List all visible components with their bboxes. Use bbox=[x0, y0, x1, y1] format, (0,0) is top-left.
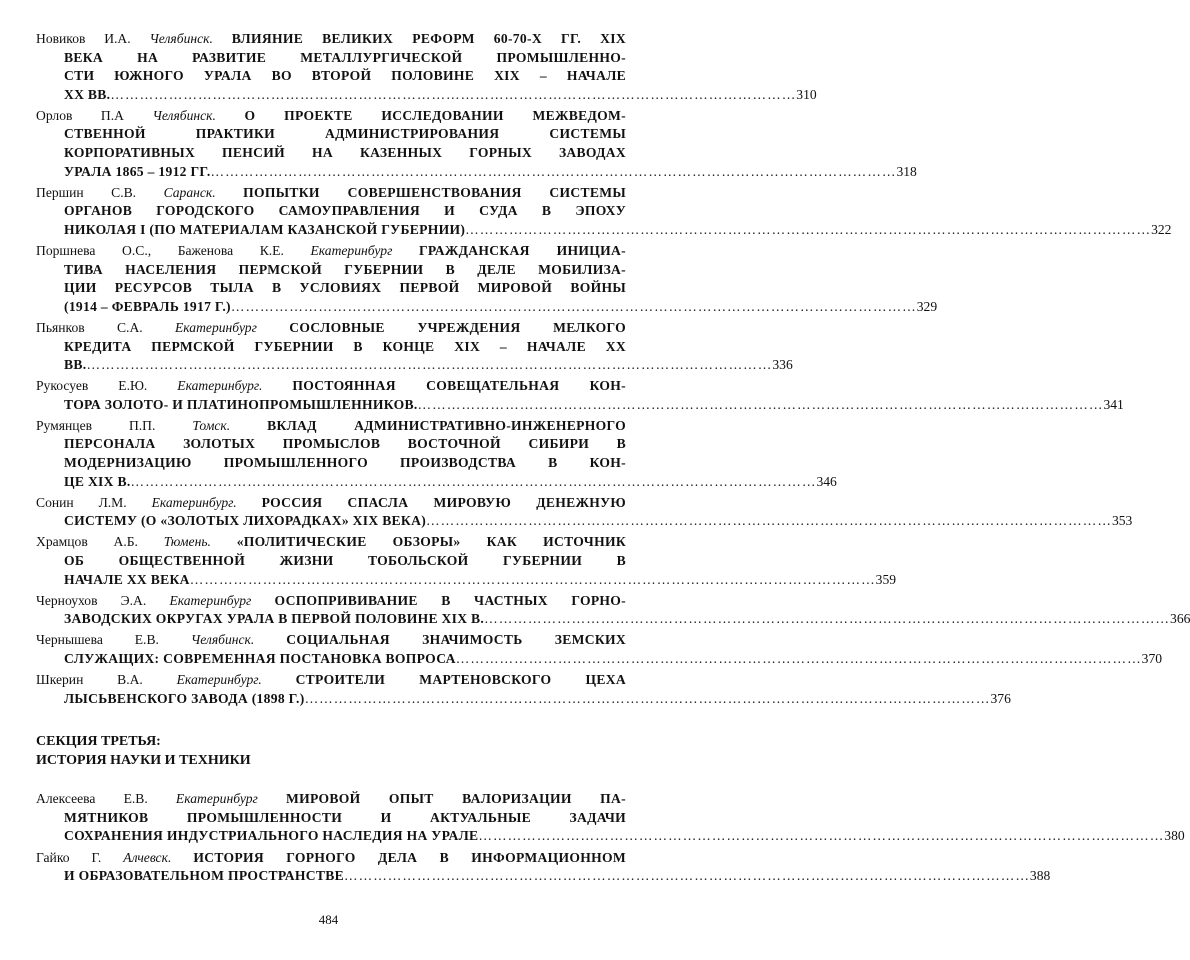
toc-entry-last-line bbox=[36, 512, 1133, 531]
toc-entry-last-line bbox=[36, 571, 897, 590]
entry-page-number: 329 bbox=[916, 298, 938, 314]
entry-author: Чернышева Е.В. bbox=[36, 632, 159, 648]
entry-title: КРЕДИТА ПЕРМСКОЙ ГУБЕРНИИ В КОНЦЕ XIX – НАЧАЛЕ XX bbox=[64, 338, 626, 354]
toc-entry-last-line bbox=[36, 473, 837, 492]
entry-title: ОСПОПРИВИВАНИЕ В ЧАСТНЫХ ГОРНО- bbox=[274, 592, 627, 608]
entry-title: (1914 – ФЕВРАЛЬ 1917 Г.) bbox=[64, 298, 231, 314]
toc-entry bbox=[36, 107, 917, 181]
entry-title: ВВ. bbox=[64, 357, 87, 373]
entry-author: Шкерин В.А. bbox=[36, 672, 143, 688]
entry-title: СИСТЕМУ (О «ЗОЛОТЫХ ЛИХОРАДКАХ» XIX ВЕКА) bbox=[64, 513, 427, 529]
toc-entry bbox=[36, 592, 1190, 629]
toc-entry-last-line bbox=[36, 610, 1190, 629]
entry-author: Гайко Г. bbox=[36, 849, 102, 865]
entry-city: Челябинск. bbox=[190, 632, 255, 648]
entry-title: О ПРОЕКТЕ ИССЛЕДОВАНИИ МЕЖВЕДОМ- bbox=[244, 107, 626, 123]
entry-title: ТИВА НАСЕЛЕНИЯ ПЕРМСКОЙ ГУБЕРНИИ В ДЕЛЕ МОБИЛИЗА- bbox=[64, 261, 626, 277]
entry-page-number: 370 bbox=[1141, 651, 1163, 666]
entry-page-number: 341 bbox=[1103, 396, 1124, 412]
entry-title: ЦЕ XIX В. bbox=[64, 473, 131, 489]
entry-author: Поршнева О.С., Баженова К.Е. bbox=[36, 243, 284, 259]
table-of-contents bbox=[36, 30, 1190, 886]
entry-city: Алчевск. bbox=[123, 849, 172, 865]
entry-page-number: 388 bbox=[1029, 868, 1051, 884]
toc-entry-last-line bbox=[36, 86, 817, 105]
section-number: СЕКЦИЯ ТРЕТЬЯ: bbox=[36, 734, 161, 750]
toc-entry bbox=[36, 417, 837, 491]
entry-title: ПОСТОЯННАЯ СОВЕЩАТЕЛЬНАЯ КОН- bbox=[292, 378, 626, 394]
toc-entry-last-line bbox=[36, 396, 1124, 415]
entry-title: СТРОИТЕЛИ МАРТЕНОВСКОГО ЦЕХА bbox=[295, 672, 626, 688]
entry-city: Екатеринбург. bbox=[176, 672, 262, 688]
leader-dots: …………………………………………………………………………………………………………………………… bbox=[484, 611, 1171, 627]
leader-dots: …………………………………………………………………………………………………………………………… bbox=[86, 357, 773, 373]
entry-city: Саранск. bbox=[163, 184, 216, 200]
toc-entry-line bbox=[36, 242, 626, 261]
entry-title: ВЛИЯНИЕ ВЕЛИКИХ РЕФОРМ 60-70-Х ГГ. XIX bbox=[231, 31, 626, 46]
entry-title: МИРОВОЙ ОПЫТ ВАЛОРИЗАЦИИ ПА- bbox=[285, 791, 626, 807]
entry-city: Екатеринбург bbox=[169, 592, 252, 608]
entry-page-number: 376 bbox=[990, 690, 1011, 706]
entry-author: Рукосуев Е.Ю. bbox=[36, 378, 148, 394]
toc-entry bbox=[36, 790, 1185, 846]
entry-title: XX ВВ. bbox=[64, 86, 111, 102]
entry-page-number: 380 bbox=[1164, 828, 1185, 844]
toc-entry bbox=[36, 533, 897, 589]
entry-title: ТОРА ЗОЛОТО- И ПЛАТИНОПРОМЫШЛЕННИКОВ. bbox=[64, 396, 418, 412]
toc-entry bbox=[36, 849, 1051, 886]
entry-title: ОРГАНОВ ГОРОДСКОГО САМОУПРАВЛЕНИЯ И СУДА В ЭПОХУ bbox=[64, 203, 626, 219]
toc-entry-last-line bbox=[36, 221, 1172, 240]
toc-entry-line bbox=[36, 533, 626, 552]
leader-dots: …………………………………………………………………………………………………………………………… bbox=[417, 396, 1104, 412]
toc-entry-last-line bbox=[36, 356, 793, 375]
toc-entry-last-line bbox=[36, 650, 1163, 669]
entry-title: НАЧАЛЕ XX ВЕКА bbox=[64, 571, 190, 587]
entry-title: ГРАЖДАНСКАЯ ИНИЦИА- bbox=[418, 243, 626, 259]
leader-dots: …………………………………………………………………………………………………………………………… bbox=[478, 828, 1165, 844]
entry-title: ПОПЫТКИ СОВЕРШЕНСТВОВАНИЯ СИСТЕМЫ bbox=[243, 184, 626, 200]
entry-title: ПЕРСОНАЛА ЗОЛОТЫХ ПРОМЫСЛОВ ВОСТОЧНОЙ СИБИРИ В bbox=[64, 436, 626, 452]
leader-dots: …………………………………………………………………………………………………………………………… bbox=[426, 513, 1112, 529]
toc-entry-line bbox=[36, 790, 626, 809]
toc-entry-line bbox=[36, 377, 626, 396]
entry-title: ЗАВОДСКИХ ОКРУГАХ УРАЛА В ПЕРВОЙ ПОЛОВИНЕ XIX В. bbox=[64, 611, 485, 627]
toc-entry-last-line bbox=[36, 827, 1185, 846]
toc-entry-last-line bbox=[36, 867, 1051, 886]
leader-dots: …………………………………………………………………………………………………………………………… bbox=[110, 86, 797, 102]
toc-entry-line bbox=[36, 494, 626, 513]
leader-dots: …………………………………………………………………………………………………………………………… bbox=[210, 163, 897, 179]
toc-entry bbox=[36, 319, 793, 375]
toc-entry-last-line bbox=[36, 298, 938, 317]
entry-city: Екатеринбург. bbox=[151, 494, 237, 510]
toc-entry-line bbox=[36, 631, 626, 650]
entry-title: ИСТОРИЯ ГОРНОГО ДЕЛА В ИНФОРМАЦИОННОМ bbox=[193, 849, 626, 865]
toc-entry-line bbox=[36, 671, 626, 690]
toc-entry-line bbox=[36, 319, 626, 338]
entry-author: Сонин Л.М. bbox=[36, 494, 127, 510]
entry-title: КОРПОРАТИВНЫХ ПЕНСИЙ НА КАЗЕННЫХ ГОРНЫХ ЗАВОДАХ bbox=[64, 145, 626, 161]
entry-page-number: 322 bbox=[1151, 221, 1172, 237]
leader-dots: …………………………………………………………………………………………………………………………… bbox=[230, 298, 917, 314]
entry-title: СТИ ЮЖНОГО УРАЛА ВО ВТОРОЙ ПОЛОВИНЕ XIX – НАЧАЛЕ bbox=[64, 68, 626, 84]
toc-entry bbox=[36, 242, 938, 316]
entry-author: Румянцев П.П. bbox=[36, 417, 156, 433]
entry-page-number: 353 bbox=[1111, 513, 1133, 529]
leader-dots: …………………………………………………………………………………………………………………………… bbox=[304, 690, 991, 706]
leader-dots: …………………………………………………………………………………………………………………………… bbox=[130, 473, 817, 489]
toc-entry bbox=[36, 30, 817, 104]
toc-entry bbox=[36, 184, 1172, 240]
toc-entry bbox=[36, 671, 1011, 708]
entry-city: Томск. bbox=[192, 417, 231, 433]
page-number: 484 bbox=[318, 912, 339, 927]
entry-title: СОСЛОВНЫЕ УЧРЕЖДЕНИЯ МЕЛКОГО bbox=[289, 319, 626, 335]
toc-entry bbox=[36, 494, 1133, 531]
entry-author: Першин С.В. bbox=[36, 184, 137, 200]
entry-city: Тюмень. bbox=[163, 534, 211, 550]
toc-entry-line bbox=[36, 30, 626, 49]
toc-entry bbox=[36, 631, 1163, 668]
entry-title: ВЕКА НА РАЗВИТИЕ МЕТАЛЛУРГИЧЕСКОЙ ПРОМЫШЛЕННО- bbox=[64, 49, 626, 65]
entry-title: РОССИЯ СПАСЛА МИРОВУЮ ДЕНЕЖНУЮ bbox=[261, 494, 626, 510]
toc-entry-line bbox=[36, 184, 626, 203]
entry-author: Пьянков С.А. bbox=[36, 319, 143, 335]
toc-entry-line bbox=[36, 849, 626, 868]
entry-title: НИКОЛАЯ I (ПО МАТЕРИАЛАМ КАЗАНСКОЙ ГУБЕРНИИ) bbox=[64, 221, 466, 237]
entry-page-number: 346 bbox=[816, 473, 837, 489]
entry-title: СТВЕННОЙ ПРАКТИКИ АДМИНИСТРИРОВАНИЯ СИСТЕМЫ bbox=[64, 126, 626, 142]
entry-title: ЦИИ РЕСУРСОВ ТЫЛА В УСЛОВИЯХ ПЕРВОЙ МИРОВОЙ ВОЙНЫ bbox=[64, 280, 626, 296]
entry-author: Храмцов А.Б. bbox=[36, 534, 138, 550]
entry-page-number: 336 bbox=[772, 357, 793, 373]
entry-author: Новиков И.А. bbox=[36, 31, 131, 46]
entry-author: Черноухов Э.А. bbox=[36, 592, 147, 608]
entry-title: УРАЛА 1865 – 1912 ГГ. bbox=[64, 163, 211, 179]
entry-city: Екатеринбург bbox=[310, 243, 393, 259]
toc-entry-line bbox=[36, 417, 626, 436]
entry-title: «ПОЛИТИЧЕСКИЕ ОБЗОРЫ» КАК ИСТОЧНИК bbox=[236, 534, 626, 550]
entry-title: ВКЛАД АДМИНИСТРАТИВНО-ИНЖЕНЕРНОГО bbox=[267, 417, 626, 433]
toc-entry-last-line bbox=[36, 163, 917, 182]
toc-entry-line bbox=[36, 107, 626, 126]
entry-title: МЯТНИКОВ ПРОМЫШЛЕННОСТИ И АКТУАЛЬНЫЕ ЗАДАЧИ bbox=[64, 809, 626, 825]
toc-entry-last-line bbox=[36, 690, 1011, 709]
entry-title: ОБ ОБЩЕСТВЕННОЙ ЖИЗНИ ТОБОЛЬСКОЙ ГУБЕРНИИ В bbox=[64, 553, 626, 569]
entry-city: Екатеринбург bbox=[174, 319, 257, 335]
leader-dots: …………………………………………………………………………………………………………………………… bbox=[455, 651, 1142, 666]
entry-city: Челябинск. bbox=[152, 107, 216, 123]
entry-author: Орлов П.А bbox=[36, 107, 124, 123]
section-title: ИСТОРИЯ НАУКИ И ТЕХНИКИ bbox=[36, 753, 251, 769]
entry-title: МОДЕРНИЗАЦИЮ ПРОМЫШЛЕННОГО ПРОИЗВОДСТВА В КОН- bbox=[64, 455, 626, 471]
entry-author: Алексеева Е.В. bbox=[36, 791, 148, 807]
entry-page-number: 318 bbox=[896, 163, 917, 179]
section-heading bbox=[36, 732, 626, 770]
entry-title: И ОБРАЗОВАТЕЛЬНОМ ПРОСТРАНСТВЕ bbox=[64, 868, 344, 884]
leader-dots: …………………………………………………………………………………………………………………………… bbox=[344, 868, 1030, 884]
entry-title: СЛУЖАЩИХ: СОВРЕМЕННАЯ ПОСТАНОВКА ВОПРОСА bbox=[64, 651, 456, 666]
entry-title: СОЦИАЛЬНАЯ ЗНАЧИМОСТЬ ЗЕМСКИХ bbox=[286, 632, 627, 648]
entry-page-number: 310 bbox=[796, 86, 817, 102]
toc-entry-line bbox=[36, 592, 626, 611]
entry-city: Челябинск. bbox=[149, 31, 213, 46]
toc-entry bbox=[36, 377, 1124, 414]
entry-title: ЛЫСЬВЕНСКОГО ЗАВОДА (1898 Г.) bbox=[64, 690, 305, 706]
entry-page-number: 359 bbox=[875, 571, 897, 587]
entry-city: Екатеринбург bbox=[175, 791, 258, 807]
entry-city: Екатеринбург. bbox=[177, 378, 263, 394]
entry-title: СОХРАНЕНИЯ ИНДУСТРИАЛЬНОГО НАСЛЕДИЯ НА УРАЛЕ bbox=[64, 828, 479, 844]
entry-page-number: 366 bbox=[1170, 611, 1190, 627]
leader-dots: …………………………………………………………………………………………………………………………… bbox=[465, 221, 1152, 237]
leader-dots: …………………………………………………………………………………………………………………………… bbox=[189, 571, 876, 587]
